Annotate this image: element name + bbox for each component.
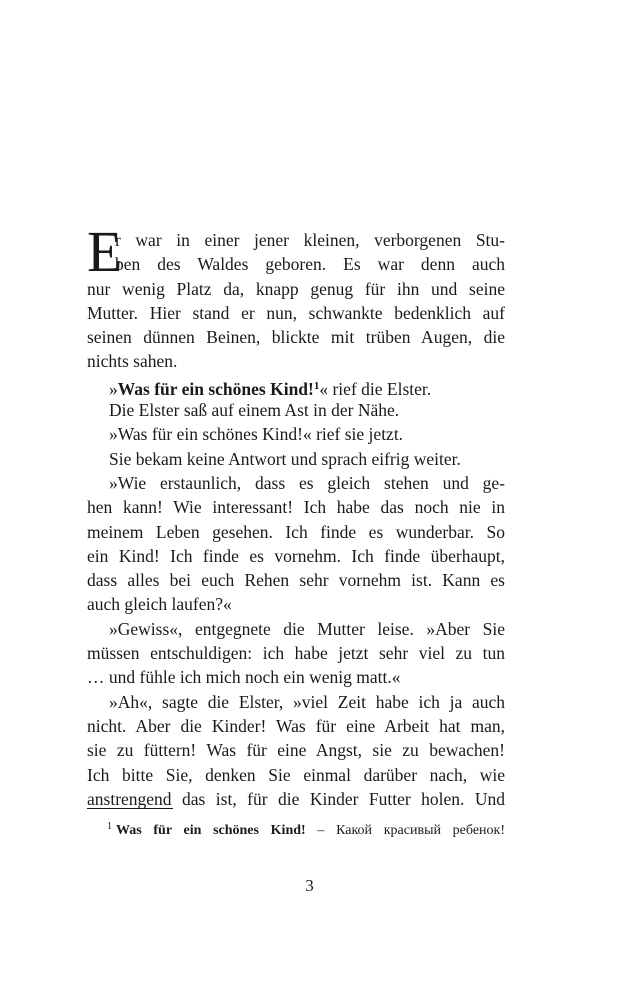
text-line: … und fühle ich mich noch ein wenig matt.« — [87, 667, 401, 688]
text-line: sie zu füttern! Was für eine Angst, sie zu bewachen! — [87, 740, 505, 761]
text-line: auch gleich laufen?« — [87, 594, 232, 615]
text-line: nur wenig Platz da, knapp genug für ihn und seine — [87, 278, 505, 299]
text-line: meinem Leben gesehen. Ich finde es wunderbar. So — [87, 521, 505, 542]
text-line: »Wie erstaunlich, dass es gleich stehen und ge- — [109, 472, 505, 493]
body-text — [87, 219, 505, 811]
footnote-reference: 1 — [313, 379, 320, 392]
text-line: r war in einer jener kleinen, verborgenen Stu- — [115, 230, 505, 250]
text-fragment: « rief die Elster. — [319, 378, 432, 399]
text-line: Die Elster saß auf einem Ast in der Nähe. — [109, 400, 400, 421]
text-line: »Was für ein schönes Kind!« rief sie jetzt. — [109, 424, 404, 445]
text-line: anstrengend das ist, für die Kinder Futter holen. Und — [87, 788, 505, 809]
drop-cap: E — [87, 219, 123, 284]
text-line: nichts sahen. — [87, 351, 178, 372]
text-line: ein Kind! Ich finde es vornehm. Ich finde überhaupt, — [87, 545, 505, 566]
text-line: müssen entschuldigen: ich habe jetzt sehr viel zu tun — [87, 643, 505, 664]
text-line: nicht. Aber die Kinder! Was für eine Arbeit hat man, — [87, 715, 505, 736]
text-line: Sie bekam keine Antwort und sprach eifrig weiter. — [109, 448, 461, 469]
text-line: »Ah«, sagte die Elster, »viel Zeit habe ich ja auch — [109, 691, 505, 712]
text-line: dass alles bei euch Rehen sehr vornehm ist. Kann es — [87, 570, 505, 591]
text-line: Mutter. Hier stand er nun, schwankte bedenklich auf — [87, 302, 505, 323]
text-line: hen kann! Wie interessant! Ich habe das noch nie in — [87, 497, 505, 518]
text-line: »Gewiss«, entgegnete die Mutter leise. »Aber Sie — [109, 618, 505, 639]
text-line: ben des Waldes geboren. Es war denn auch — [115, 254, 505, 275]
footnote-divider — [87, 808, 173, 809]
quote-open: » — [109, 378, 118, 399]
footnote-term: Was für ein schönes Kind! — [116, 823, 306, 838]
page-number: 3 — [305, 876, 314, 895]
footnote-mark: 1 — [107, 821, 112, 832]
text-line — [87, 374, 505, 398]
footnote-translation: – Какой красивый ребенок! — [317, 823, 505, 838]
text-line: Ich bitte Sie, denken Sie einmal darüber nach, wie — [87, 764, 505, 785]
footnote — [107, 818, 505, 840]
text-line: seinen dünnen Beinen, blickte mit trüben Augen, die — [87, 327, 505, 348]
emphasized-phrase: Was für ein schönes Kind! — [117, 378, 314, 399]
